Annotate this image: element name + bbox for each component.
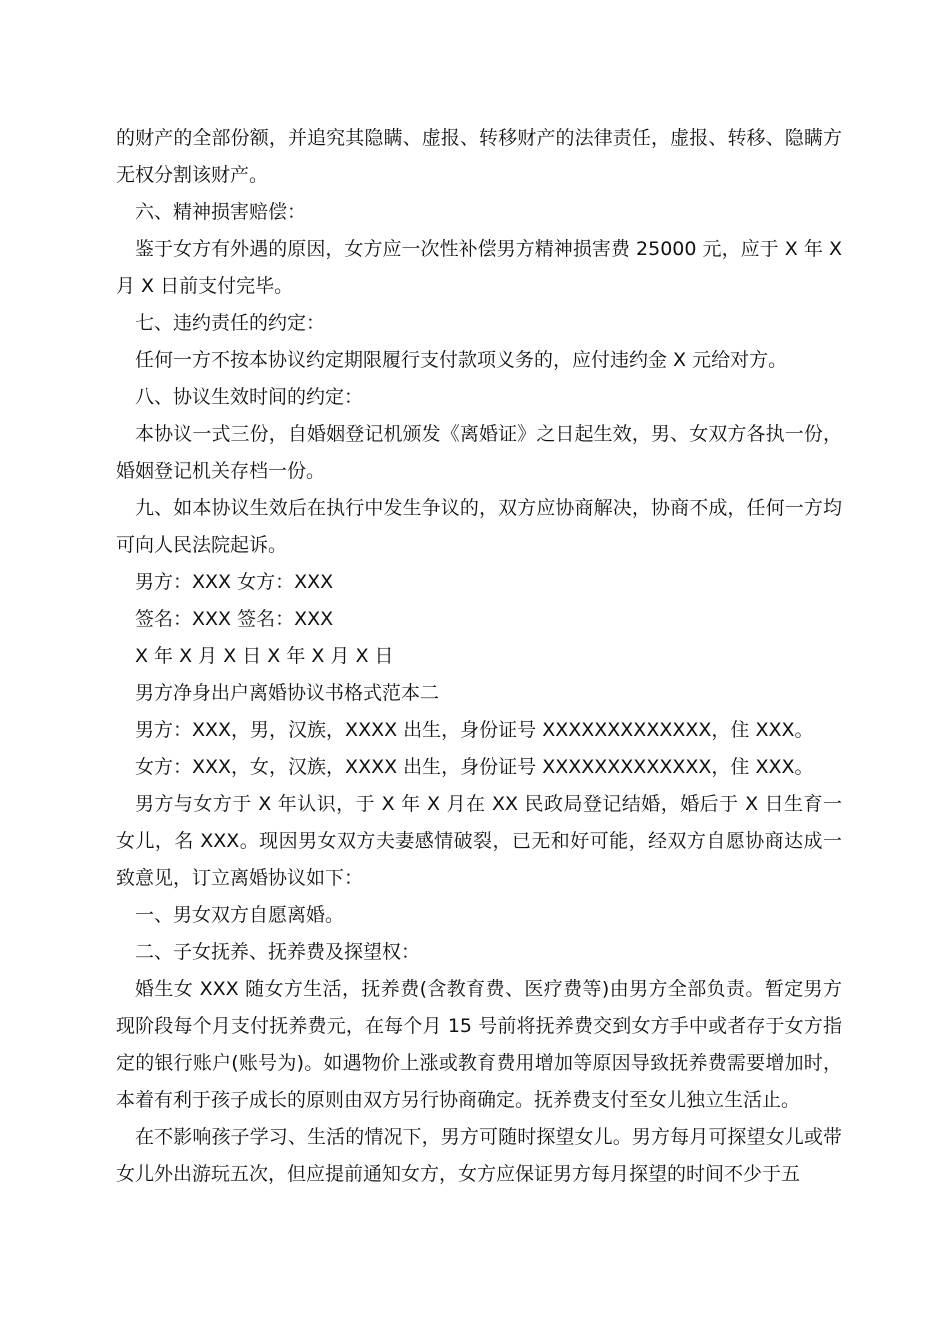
paragraph-child-support: 婚生女 XXX 随女方生活，抚养费(含教育费、医疗费等)由男方全部负责。暂定男方现阶段每个月支付抚养费元，在每个月 15 号前将抚养费交到女方手中或者存于女方指定的银行账户(账号为)。如遇物价上涨或教育费用增加等原因导致抚养费需要增加时，本着有利于孩子成长的原则由双方另行协商确定。抚养费支付至女儿独立生活止。: [116, 978, 842, 1111]
paragraph-property-share: 的财产的全部份额，并追究其隐瞒、虚报、转移财产的法律责任，虚报、转移、隐瞒方无权分割该财产。: [116, 127, 842, 186]
signature-parties: 男方：XXX 女方：XXX: [135, 571, 334, 593]
paragraph-breach: 任何一方不按本协议约定期限履行支付款项义务的，应付违约金 X 元给对方。: [135, 349, 788, 371]
party-male-info: 男方：XXX，男，汉族，XXXX 出生，身份证号 XXXXXXXXXXXXX，住 XXX。: [135, 719, 814, 741]
paragraph-background: 男方与女方于 X 年认识，于 X 年 X 月在 XX 民政局登记结婚，婚后于 X 日生育一女儿，名 XXX。现因男女双方夫妻感情破裂，已无和好可能，经双方自愿协商达成一致意见，订立离婚协议如下：: [116, 793, 842, 889]
clause-one: 一、男女双方自愿离婚。: [135, 904, 345, 926]
paragraph-visitation: 在不影响孩子学习、生活的情况下，男方可随时探望女儿。男方每月可探望女儿或带女儿外出游玩五次，但应提前通知女方，女方应保证男方每月探望的时间不少于五: [116, 1126, 842, 1185]
heading-breach: 七、违约责任的约定：: [135, 312, 326, 334]
signature-names: 签名：XXX 签名：XXX: [135, 608, 334, 630]
clause-two-heading: 二、子女抚养、抚养费及探望权：: [135, 941, 421, 963]
paragraph-dispute: 九、如本协议生效后在执行中发生争议的，双方应协商解决，协商不成，任何一方均可向人民法院起诉。: [116, 497, 842, 556]
paragraph-mental-damage: 鉴于女方有外遇的原因，女方应一次性补偿男方精神损害费 25000 元，应于 X 年 X 月 X 日前支付完毕。: [116, 238, 842, 297]
heading-mental-damage: 六、精神损害赔偿：: [135, 201, 307, 223]
section-title-template-two: 男方净身出户离婚协议书格式范本二: [135, 682, 440, 704]
heading-effective-time: 八、协议生效时间的约定：: [135, 386, 364, 408]
signature-dates: X 年 X 月 X 日 X 年 X 月 X 日: [135, 645, 394, 667]
document-body: [116, 120, 842, 1193]
party-female-info: 女方：XXX，女，汉族，XXXX 出生，身份证号 XXXXXXXXXXXXX，住 XXX。: [135, 756, 814, 778]
paragraph-effective-time: 本协议一式三份，自婚姻登记机颁发《离婚证》之日起生效，男、女双方各执一份，婚姻登记机关存档一份。: [116, 423, 842, 482]
